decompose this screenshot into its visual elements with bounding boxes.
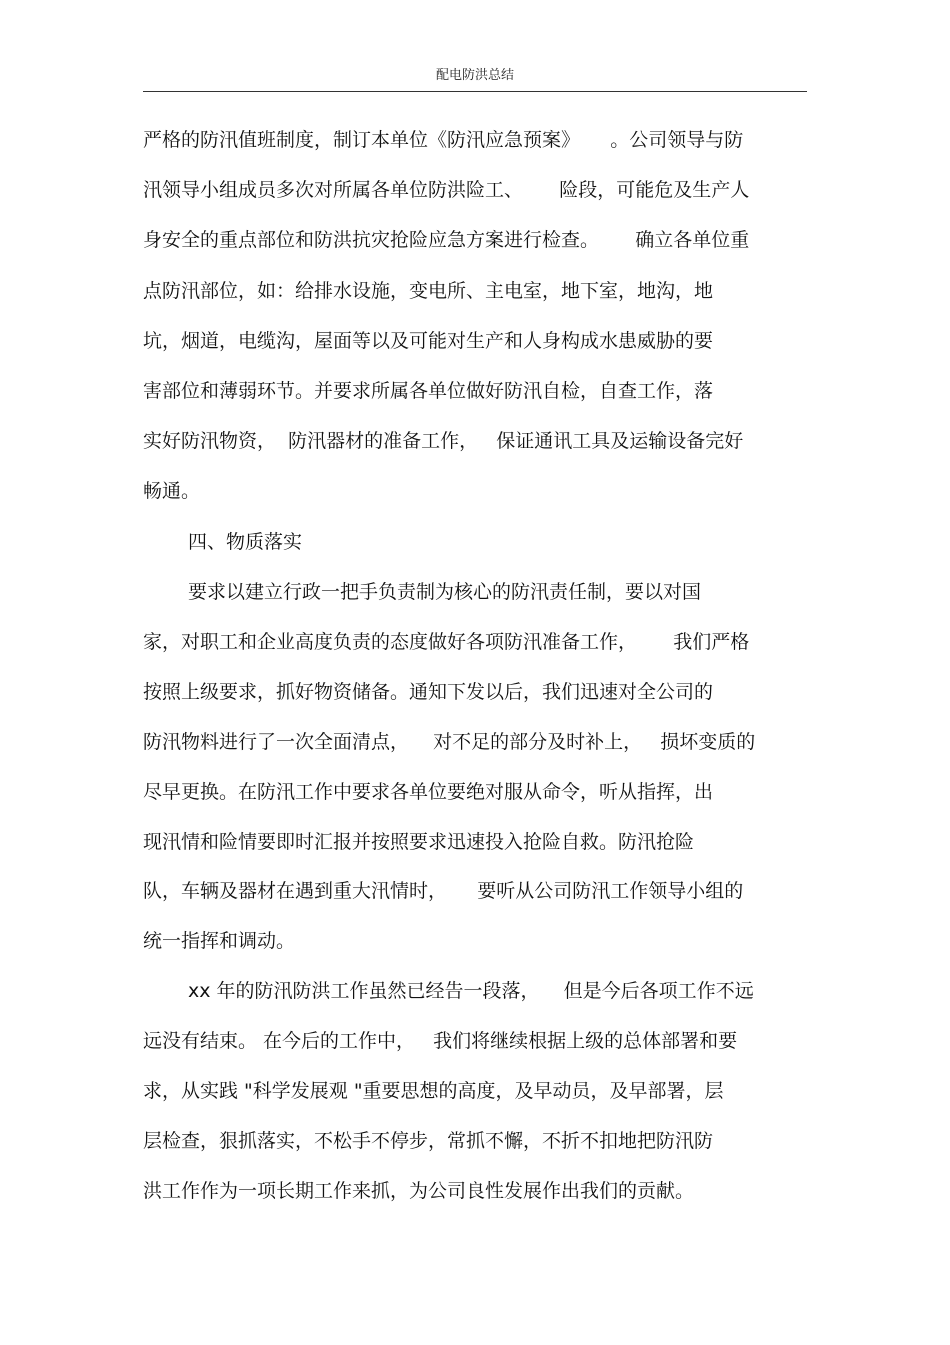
text-line: 求，从实践 "科学发展观 "重要思想的高度，及早动员，及早部署，层 — [143, 1080, 724, 1102]
text-line: 点防汛部位，如：给排水设施，变电所、主电室，地下室，地沟，地 — [143, 280, 714, 302]
text-line: 身安全的重点部位和防洪抗灾抢险应急方案进行检查。 确立各单位重 — [143, 229, 750, 251]
text-line: 汛领导小组成员多次对所属各单位防洪险工、 险段，可能危及生产人 — [143, 179, 750, 201]
text-line: 防汛物料进行了一次全面清点， 对不足的部分及时补上， 损坏变质的 — [143, 731, 756, 753]
page-header-title: 配电防洪总结 — [435, 68, 514, 83]
text-line: 严格的防汛值班制度，制订本单位《防汛应急预案》 。公司领导与防 — [143, 129, 744, 151]
text-line: 现汛情和险情要即时汇报并按照要求迅速投入抢险自救。防汛抢险 — [143, 831, 695, 853]
text-line: 害部位和薄弱环节。并要求所属各单位做好防汛自检，自查工作，落 — [143, 380, 714, 402]
text-line: 统一指挥和调动。 — [143, 930, 296, 952]
text-line: xx 年的防汛防洪工作虽然已经告一段落， 但是今后各项工作不远 — [188, 980, 754, 1002]
text-line: 层检查，狠抓落实，不松手不停步，常抓不懈，不折不扣地把防汛防 — [143, 1130, 714, 1152]
text-line: 实好防汛物资， 防汛器材的准备工作， 保证通讯工具及运输设备完好 — [143, 430, 744, 452]
header-divider — [143, 91, 807, 92]
text-line: 按照上级要求，抓好物资储备。通知下发以后，我们迅速对全公司的 — [143, 681, 714, 703]
text-line: 畅通。 — [143, 480, 201, 502]
text-line: 坑，烟道，电缆沟，屋面等以及可能对生产和人身构成水患威胁的要 — [143, 330, 714, 352]
text-line: 尽早更换。在防汛工作中要求各单位要绝对服从命令，听从指挥，出 — [143, 781, 714, 803]
text-line: 要求以建立行政一把手负责制为核心的防汛责任制，要以对国 — [188, 581, 702, 603]
text-line: 家，对职工和企业高度负责的态度做好各项防汛准备工作， 我们严格 — [143, 631, 750, 653]
text-line: 队，车辆及器材在遇到重大汛情时， 要听从公司防汛工作领导小组的 — [143, 880, 744, 902]
section-heading: 四、物质落实 — [188, 531, 303, 553]
text-line: 洪工作作为一项长期工作来抓，为公司良性发展作出我们的贡献。 — [143, 1180, 695, 1202]
text-line: 远没有结束。 在今后的工作中， 我们将继续根据上级的总体部署和要 — [143, 1030, 738, 1052]
